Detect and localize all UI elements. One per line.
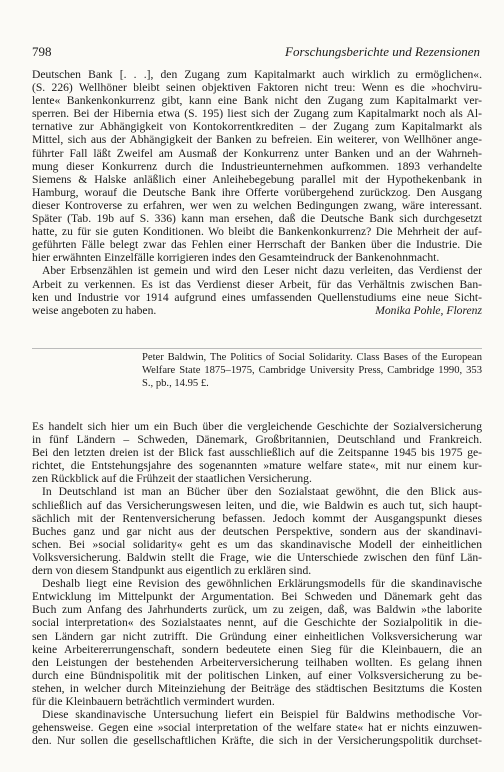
- text-line: zen Rückblick auf die Frühzeit der staatlichen Versicherung.: [32, 472, 312, 486]
- text-line: richtet, die Entstehungsjahre des sogenannten »mature welfare state«, mit nur einem kur-: [32, 459, 482, 473]
- text-line: Siemens & Halske anläßlich einer Anleihebegebung parallel mit der Hypothekenbank in: [32, 172, 482, 186]
- text-line: Hamburg, worauf die Deutsche Bank ihre Offerte vorübergehend zurückzog. Den Ausgang: [32, 185, 482, 199]
- review-1-text: [32, 68, 482, 317]
- text-line: den Leistungen der bestehenden Arbeiterversicherung teilhaben wollten. Es gelang ihnen: [32, 655, 482, 669]
- text-line: Arbeit zu verkennen. Es ist das Verdienst dieser Arbeit, für das Verhältnis zwischen Ban-: [32, 277, 482, 291]
- text-line: sen Ländern gar nicht zutrifft. Die Gründung einer einheitlichen Volksversicherung war: [32, 629, 482, 643]
- text-line: sperren. Bei der Hibernia etwa (S. 195) liest sich der Zugang zum Kapitalmarkt noch als Al-: [32, 107, 482, 121]
- text-line: weise angeboten zu haben.: [32, 303, 157, 317]
- text-line: stehen, in welcher durch Miteinziehung der Beiträge des städtischen Besitztums die Kosten: [32, 681, 482, 695]
- text-line: Volksversicherung. Baldwin stellt die Frage, wie die Unterschiede zwischen den fünf Län-: [32, 550, 482, 564]
- text-line: geführten Fälle belegt zwar das Fehlen einer Herrschaft der Banken über die Industrie. Die: [32, 238, 482, 252]
- text-line: hatte, zu für sie guten Konditionen. Wo bleibt die Bankenkonkurrenz? Die Mehrheit der auf-: [32, 225, 482, 239]
- bib-line: S., pb., 14.95 £.: [142, 377, 209, 389]
- text-line: Diese skandinavische Untersuchung liefert ein Beispiel für Baldwins methodische Vor-: [42, 708, 482, 722]
- text-line: schließlich auf das Versicherungswesen leiten, und die, wie Baldwin es auch tut, sich haupt-: [32, 498, 482, 512]
- text-line: dern von diesem Standpunkt aus eigentlich zu erklären sind.: [32, 564, 312, 578]
- text-line: sächlich mit der Rentenversicherung befassen. Jedoch kommt der Ausgangspunkt dieses: [32, 511, 482, 525]
- text-line: Bei den letzten dreien ist der Blick fast ausschließlich auf die Zeitspanne 1945 bis 1975 ge-: [32, 446, 482, 460]
- reviewer-signature: Monika Pohle, Florenz: [375, 303, 482, 317]
- text-line: schen. Bei »social solidarity« geht es um das skandinavische Modell der einheitlichen: [32, 537, 482, 551]
- bib-line: Peter Baldwin, The Politics of Social Solidarity. Class Bases of the European: [142, 352, 482, 363]
- text-line: Deutschen Bank [. . .], den Zugang zum Kapitalmarkt auch wirklich zu ermöglichen«.: [32, 68, 482, 81]
- text-line: Deshalb liegt eine Revision des gewöhnlichen Erklärungsmodells für die skandinavische: [42, 577, 482, 591]
- text-line: ken und Industrie vor 1914 aufgrund eines umfassenden Quellenstudiums eine neue Sicht-: [32, 290, 482, 304]
- running-head: Forschungsberichte und Rezensionen: [285, 44, 480, 59]
- text-line: in fünf Ländern – Schweden, Dänemark, Großbritannien, Deutschland und Frankreich.: [32, 433, 482, 447]
- text-line: Buches ganz und gar nicht aus der deutschen Perspektive, sondern aus der skandinavi-: [32, 524, 482, 538]
- text-line: führter Fall läßt Zweifel am Ausmaß der Konkurrenz unter Banken und an der Wahrneh-: [32, 146, 482, 160]
- text-line: den. Nur sollen die gesellschaftlichen Kräfte, die sich in der Versicherungspolitik durchset-: [32, 734, 482, 748]
- text-line: gehensweise. Gegen eine »social interpretation of the welfare state« hat er nichts einzuwen-: [32, 721, 482, 735]
- text-line: Es handelt sich hier um ein Buch über die vergleichende Geschichte der Sozialversicherung: [32, 420, 482, 433]
- text-line: social interpretation« des Sozialstaates nennt, auf die Geschichte der Sozialpolitik in die-: [32, 616, 482, 630]
- text-line: keine Arbeitererrungenschaft, sondern bedeutete einen Sieg für die Kleinbauern, die an: [32, 642, 482, 656]
- page-header: [32, 44, 480, 60]
- text-line: (S. 226) Wellhöner bleibt seinen objektiven Faktoren nicht treu: Wenn es die »hochviru-: [32, 81, 482, 95]
- text-line: dieser Kontroverse zu erfahren, wer wen zu welchen Bedingungen zwang, wäre interessant.: [32, 198, 482, 212]
- review-divider: [32, 348, 482, 349]
- book-bibliography: [142, 352, 482, 390]
- text-line: mung dieser Konkurrenz durch die Industrieunternehmen aufkommen. 1893 verhandelte: [32, 159, 482, 173]
- text-line: Entwicklung im Mittelpunkt der Argumentation. Bei Schweden und Dänemark geht das: [32, 590, 482, 604]
- text-line: hier erwähnten Einzelfälle korrigieren indes den Gesamteindruck der Bankenohnmacht.: [32, 251, 440, 265]
- closing-row: [32, 304, 482, 317]
- text-line: Aber Erbsenzählen ist gemein und wird den Leser nicht dazu verleiten, das Verdienst der: [42, 264, 482, 278]
- text-line: für die Kleinbauern beträchtlich vermindert wurden.: [32, 694, 275, 708]
- text-line: Später (Tab. 19b auf S. 336) kann man ersehen, daß die Deutsche Bank sich durchgesetzt: [32, 212, 482, 226]
- text-line: In Deutschland ist man an Bücher über den Sozialstaat gewöhnt, die den Blick aus-: [42, 485, 482, 499]
- page-number: 798: [32, 44, 52, 59]
- text-line: ternative zur Abhängigkeit von Kontokorrentkrediten – der Zugang zum Kapitalmarkt als: [32, 120, 482, 134]
- text-line: durch eine Bündnispolitik mit der politischen Linken, auf einer Volksversicherung zu be-: [32, 668, 482, 682]
- text-line: lente« Bankenkonkurrenz gibt, kann eine Bank nicht den Zugang zum Kapitalmarkt ver-: [32, 94, 482, 108]
- text-line: Buch zum Anfang des Jahrhunderts zurück, um zu zeigen, daß, was Baldwin »the laborite: [32, 603, 482, 617]
- bib-line: Welfare State 1875–1975, Cambridge University Press, Cambridge 1990, 353: [142, 364, 482, 376]
- review-2-text: [32, 420, 482, 747]
- text-line: Mittel, sich aus der Abhängigkeit der Banken zu befreien. Ein weiterer, von Wellhöner ange-: [32, 133, 482, 147]
